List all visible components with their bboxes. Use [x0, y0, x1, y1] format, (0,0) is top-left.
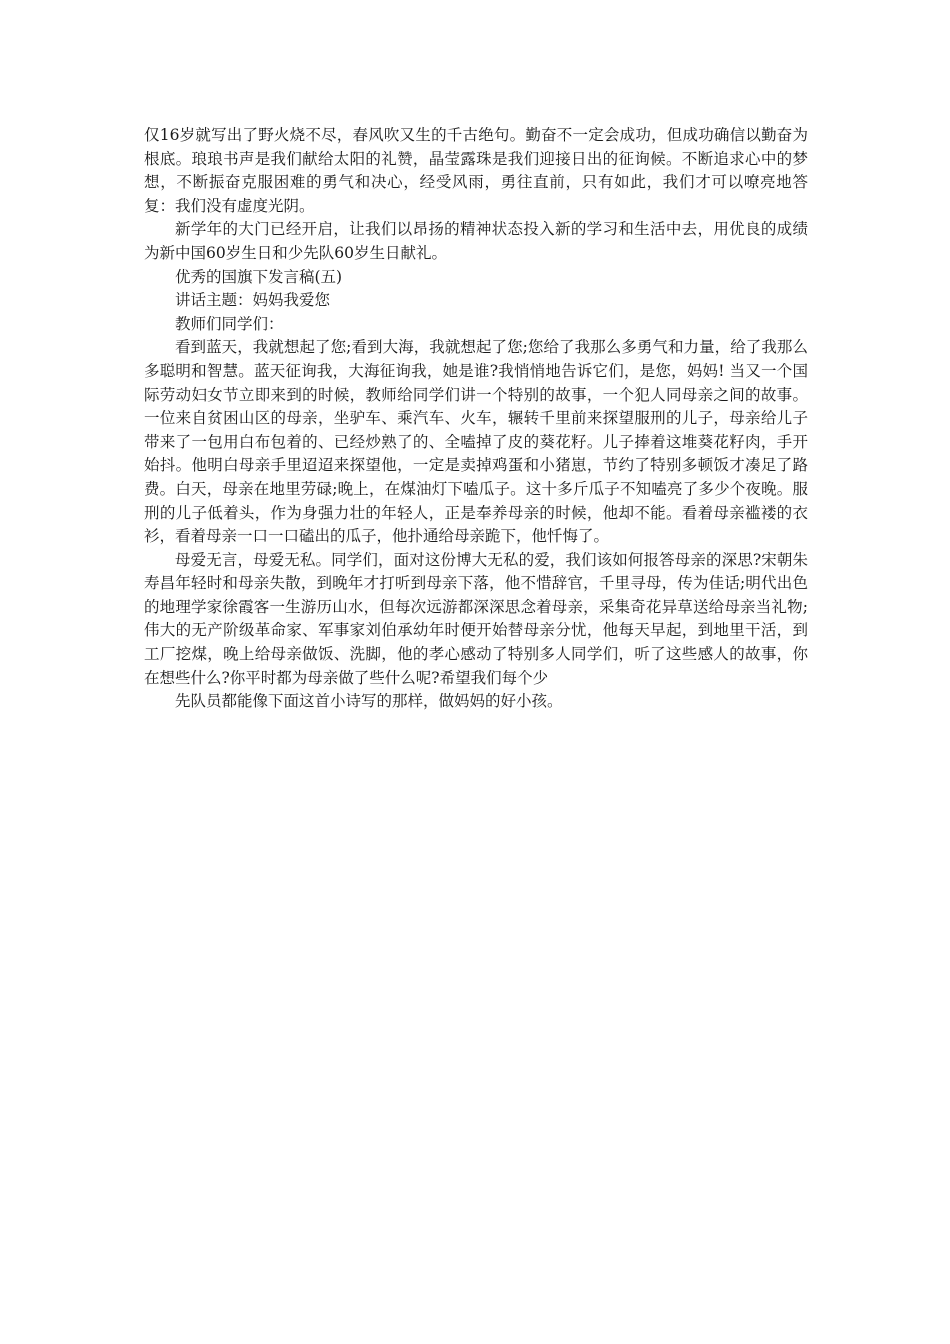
- paragraph-6: 看到蓝天，我就想起了您;看到大海，我就想起了您;您给了我那么多勇气和力量，给了我那么多聪明和智慧。蓝天征询我，大海征询我，她是谁?我悄悄地告诉它们，是您，妈妈! 当又一个国际劳动妇女节立即来到的时候，教师给同学们讲一个特别的故事，一个犯人同母亲之间的故事。一位来自贫困山区的母亲，坐驴车、乘汽车、火车，辗转千里前来探望服刑的儿子，母亲给儿子带来了一包用白布包着的、已经炒熟了的、全嗑掉了皮的葵花籽。儿子捧着这堆葵花籽肉，手开始抖。他明白母亲手里迢迢来探望他，一定是卖掉鸡蛋和小猪崽，节约了特别多顿饭才凑足了路费。白天，母亲在地里劳碌;晚上，在煤油灯下嗑瓜子。这十多斤瓜子不知嗑亮了多少个夜晚。服刑的儿子低着头，作为身强力壮的年轻人，正是奉养母亲的时候，他却不能。看着母亲褴褛的衣衫，看着母亲一口一口磕出的瓜子，他扑通给母亲跪下，他忏悔了。: [144, 338, 808, 546]
- paragraph-7: 母爱无言，母爱无私。同学们，面对这份博大无私的爱，我们该如何报答母亲的深思?宋朝朱寿昌年轻时和母亲失散，到晚年才打听到母亲下落，他不惜辞官，千里寻母，传为佳话;明代出色的地理学家徐霞客一生游历山水，但每次远游都深深思念着母亲，采集奇花异草送给母亲当礼物;伟大的无产阶级革命家、军事家刘伯承幼年时便开始替母亲分忧，他每天早起，到地里干活，到工厂挖煤，晚上给母亲做饭、洗脚，他的孝心感动了特别多人同学们，听了这些感人的故事，你在想些什么?你平时都为母亲做了些什么呢?希望我们每个少: [144, 550, 808, 687]
- section-title: 优秀的国旗下发言稿(五): [175, 267, 343, 286]
- document-body: [144, 124, 808, 714]
- paragraph-2: 新学年的大门已经开启，让我们以昂扬的精神状态投入新的学习和生活中去，用优良的成绩为新中国60岁生日和少先队60岁生日献礼。: [144, 220, 808, 262]
- paragraph-8: 先队员都能像下面这首小诗写的那样，做妈妈的好小孩。: [175, 692, 563, 711]
- speech-topic: 讲话主题：妈妈我爱您: [175, 291, 331, 310]
- salutation: 教师们同学们：: [175, 314, 284, 333]
- paragraph-1: 仅16岁就写出了野火烧不尽，春风吹又生的千古绝句。勤奋不一定会成功，但成功确信以勤奋为根底。琅琅书声是我们献给太阳的礼赞，晶莹露珠是我们迎接日出的征询候。不断追求心中的梦想，不断振奋克服困难的勇气和决心，经受风雨，勇往直前，只有如此，我们才可以嘹亮地答复：我们没有虚度光阴。: [144, 126, 808, 215]
